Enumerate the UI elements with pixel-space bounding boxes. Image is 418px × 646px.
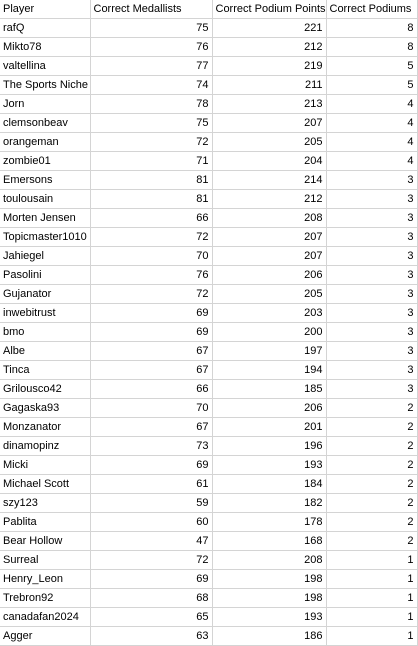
cell-correct-podium-points[interactable]: 168 — [212, 532, 326, 551]
cell-player[interactable]: Gagaska93 — [0, 399, 90, 418]
cell-correct-medallists[interactable]: 60 — [90, 513, 212, 532]
table-row — [0, 57, 417, 76]
cell-correct-medallists[interactable]: 70 — [90, 399, 212, 418]
table-row — [0, 418, 417, 437]
cell-correct-podiums[interactable]: 3 — [326, 285, 417, 304]
cell-correct-medallists[interactable]: 72 — [90, 551, 212, 570]
cell-correct-podiums[interactable]: 2 — [326, 456, 417, 475]
cell-correct-podium-points[interactable]: 212 — [212, 38, 326, 57]
cell-player[interactable]: Grilousco42 — [0, 380, 90, 399]
cell-player[interactable]: orangeman — [0, 133, 90, 152]
cell-player[interactable]: clemsonbeav — [0, 114, 90, 133]
cell-correct-podiums[interactable]: 3 — [326, 171, 417, 190]
cell-correct-podium-points[interactable]: 198 — [212, 570, 326, 589]
cell-correct-podiums[interactable]: 1 — [326, 627, 417, 646]
cell-correct-podium-points[interactable]: 211 — [212, 76, 326, 95]
cell-correct-podium-points[interactable]: 203 — [212, 304, 326, 323]
table-row — [0, 475, 417, 494]
table-row — [0, 532, 417, 551]
cell-correct-medallists[interactable]: 70 — [90, 247, 212, 266]
cell-correct-podiums[interactable]: 3 — [326, 323, 417, 342]
cell-correct-medallists[interactable]: 72 — [90, 228, 212, 247]
cell-player[interactable]: Albe — [0, 342, 90, 361]
cell-correct-medallists[interactable]: 61 — [90, 475, 212, 494]
cell-correct-medallists[interactable]: 71 — [90, 152, 212, 171]
cell-correct-podium-points[interactable]: 198 — [212, 589, 326, 608]
cell-correct-podium-points[interactable]: 207 — [212, 228, 326, 247]
cell-correct-medallists[interactable]: 74 — [90, 76, 212, 95]
cell-correct-podium-points[interactable]: 213 — [212, 95, 326, 114]
table-row — [0, 95, 417, 114]
cell-correct-podium-points[interactable]: 182 — [212, 494, 326, 513]
cell-correct-medallists[interactable]: 81 — [90, 171, 212, 190]
header-row — [0, 0, 417, 19]
cell-correct-medallists[interactable]: 69 — [90, 304, 212, 323]
cell-correct-podiums[interactable]: 3 — [326, 247, 417, 266]
cell-correct-medallists[interactable]: 69 — [90, 456, 212, 475]
cell-correct-podiums[interactable]: 1 — [326, 608, 417, 627]
cell-correct-medallists[interactable]: 65 — [90, 608, 212, 627]
cell-correct-medallists[interactable]: 78 — [90, 95, 212, 114]
table-row — [0, 551, 417, 570]
table-row — [0, 627, 417, 646]
cell-player[interactable]: Gujanator — [0, 285, 90, 304]
cell-correct-podium-points[interactable]: 205 — [212, 133, 326, 152]
cell-player[interactable]: Henry_Leon — [0, 570, 90, 589]
table-row — [0, 190, 417, 209]
table-row — [0, 608, 417, 627]
cell-player[interactable]: Agger — [0, 627, 90, 646]
cell-correct-medallists[interactable]: 67 — [90, 361, 212, 380]
cell-player[interactable]: zombie01 — [0, 152, 90, 171]
cell-correct-medallists[interactable]: 66 — [90, 209, 212, 228]
cell-player[interactable]: valtellina — [0, 57, 90, 76]
cell-correct-podiums[interactable]: 2 — [326, 494, 417, 513]
cell-correct-podiums[interactable]: 4 — [326, 152, 417, 171]
header-correct-medallists[interactable]: Correct Medallists — [90, 0, 212, 19]
cell-correct-podium-points[interactable]: 207 — [212, 247, 326, 266]
cell-player[interactable]: Surreal — [0, 551, 90, 570]
cell-correct-podium-points[interactable]: 206 — [212, 266, 326, 285]
cell-correct-podium-points[interactable]: 197 — [212, 342, 326, 361]
cell-correct-medallists[interactable]: 81 — [90, 190, 212, 209]
cell-player[interactable]: Bear Hollow — [0, 532, 90, 551]
cell-player[interactable]: Emersons — [0, 171, 90, 190]
table-row — [0, 171, 417, 190]
cell-correct-podiums[interactable]: 3 — [326, 190, 417, 209]
cell-player[interactable]: The Sports Niche — [0, 76, 90, 95]
cell-player[interactable]: Pasolini — [0, 266, 90, 285]
table-row — [0, 380, 417, 399]
cell-correct-medallists[interactable]: 67 — [90, 342, 212, 361]
cell-player[interactable]: Mikto78 — [0, 38, 90, 57]
cell-correct-podium-points[interactable]: 185 — [212, 380, 326, 399]
cell-correct-podium-points[interactable]: 221 — [212, 19, 326, 38]
table-row — [0, 133, 417, 152]
cell-correct-podiums[interactable]: 3 — [326, 304, 417, 323]
cell-correct-podium-points[interactable]: 212 — [212, 190, 326, 209]
cell-correct-podiums[interactable]: 3 — [326, 380, 417, 399]
cell-correct-medallists[interactable]: 76 — [90, 266, 212, 285]
cell-correct-podiums[interactable]: 5 — [326, 76, 417, 95]
cell-player[interactable]: toulousain — [0, 190, 90, 209]
cell-correct-podiums[interactable]: 3 — [326, 342, 417, 361]
cell-correct-podiums[interactable]: 2 — [326, 437, 417, 456]
cell-player[interactable]: rafQ — [0, 19, 90, 38]
cell-correct-podiums[interactable]: 1 — [326, 570, 417, 589]
cell-player[interactable]: bmo — [0, 323, 90, 342]
cell-correct-podium-points[interactable]: 196 — [212, 437, 326, 456]
cell-player[interactable]: Jahiegel — [0, 247, 90, 266]
cell-correct-podium-points[interactable]: 201 — [212, 418, 326, 437]
cell-correct-medallists[interactable]: 66 — [90, 380, 212, 399]
cell-correct-podiums[interactable]: 2 — [326, 475, 417, 494]
cell-player[interactable]: dinamopinz — [0, 437, 90, 456]
cell-correct-podium-points[interactable]: 184 — [212, 475, 326, 494]
cell-correct-medallists[interactable]: 63 — [90, 627, 212, 646]
table-row — [0, 437, 417, 456]
cell-correct-podium-points[interactable]: 206 — [212, 399, 326, 418]
cell-correct-medallists[interactable]: 76 — [90, 38, 212, 57]
cell-correct-medallists[interactable]: 68 — [90, 589, 212, 608]
cell-player[interactable]: canadafan2024 — [0, 608, 90, 627]
header-correct-podium-points[interactable]: Correct Podium Points — [212, 0, 326, 19]
table-row — [0, 494, 417, 513]
table-row — [0, 361, 417, 380]
cell-player[interactable]: Trebron92 — [0, 589, 90, 608]
cell-correct-medallists[interactable]: 77 — [90, 57, 212, 76]
cell-correct-medallists[interactable]: 59 — [90, 494, 212, 513]
cell-correct-medallists[interactable]: 75 — [90, 19, 212, 38]
table-body — [0, 19, 417, 646]
table-row — [0, 304, 417, 323]
cell-correct-podiums[interactable]: 3 — [326, 361, 417, 380]
table-row — [0, 342, 417, 361]
table-row — [0, 38, 417, 57]
cell-correct-medallists[interactable]: 47 — [90, 532, 212, 551]
cell-correct-medallists[interactable]: 72 — [90, 133, 212, 152]
table-row — [0, 589, 417, 608]
table-row — [0, 570, 417, 589]
header-correct-podiums[interactable]: Correct Podiums — [326, 0, 417, 19]
cell-correct-podiums[interactable]: 8 — [326, 38, 417, 57]
cell-correct-podiums[interactable]: 4 — [326, 133, 417, 152]
cell-correct-podium-points[interactable]: 208 — [212, 551, 326, 570]
table-row — [0, 513, 417, 532]
cell-correct-podiums[interactable]: 1 — [326, 589, 417, 608]
cell-correct-podiums[interactable]: 1 — [326, 551, 417, 570]
cell-correct-podium-points[interactable]: 200 — [212, 323, 326, 342]
cell-correct-medallists[interactable]: 69 — [90, 323, 212, 342]
cell-correct-medallists[interactable]: 69 — [90, 570, 212, 589]
cell-player[interactable]: Michael Scott — [0, 475, 90, 494]
cell-correct-podiums[interactable]: 2 — [326, 399, 417, 418]
cell-correct-podium-points[interactable]: 178 — [212, 513, 326, 532]
cell-correct-medallists[interactable]: 72 — [90, 285, 212, 304]
table-row — [0, 285, 417, 304]
cell-correct-podiums[interactable]: 4 — [326, 95, 417, 114]
cell-player[interactable]: inwebitrust — [0, 304, 90, 323]
cell-correct-podiums[interactable]: 5 — [326, 57, 417, 76]
cell-player[interactable]: szy123 — [0, 494, 90, 513]
cell-player[interactable]: Micki — [0, 456, 90, 475]
table-row — [0, 399, 417, 418]
cell-correct-podium-points[interactable]: 186 — [212, 627, 326, 646]
cell-player[interactable]: Monzanator — [0, 418, 90, 437]
cell-correct-podiums[interactable]: 2 — [326, 532, 417, 551]
cell-correct-podium-points[interactable]: 204 — [212, 152, 326, 171]
cell-correct-podiums[interactable]: 3 — [326, 209, 417, 228]
cell-correct-podiums[interactable]: 4 — [326, 114, 417, 133]
table-row — [0, 19, 417, 38]
table-row — [0, 323, 417, 342]
table-row — [0, 152, 417, 171]
table-row — [0, 247, 417, 266]
cell-correct-medallists[interactable]: 73 — [90, 437, 212, 456]
cell-player[interactable]: Pablita — [0, 513, 90, 532]
table-row — [0, 228, 417, 247]
header-player[interactable]: Player — [0, 0, 90, 19]
cell-player[interactable]: Tinca — [0, 361, 90, 380]
cell-correct-podium-points[interactable]: 207 — [212, 114, 326, 133]
cell-player[interactable]: Morten Jensen — [0, 209, 90, 228]
cell-correct-podiums[interactable]: 3 — [326, 228, 417, 247]
cell-correct-podium-points[interactable]: 219 — [212, 57, 326, 76]
table-row — [0, 456, 417, 475]
cell-correct-podium-points[interactable]: 193 — [212, 608, 326, 627]
cell-correct-podiums[interactable]: 3 — [326, 266, 417, 285]
cell-correct-podiums[interactable]: 8 — [326, 19, 417, 38]
table-row — [0, 114, 417, 133]
table-row — [0, 209, 417, 228]
cell-correct-podium-points[interactable]: 205 — [212, 285, 326, 304]
cell-player[interactable]: Topicmaster1010 — [0, 228, 90, 247]
cell-correct-medallists[interactable]: 75 — [90, 114, 212, 133]
cell-correct-podiums[interactable]: 2 — [326, 418, 417, 437]
cell-player[interactable]: Jorn — [0, 95, 90, 114]
cell-correct-podium-points[interactable]: 193 — [212, 456, 326, 475]
cell-correct-medallists[interactable]: 67 — [90, 418, 212, 437]
cell-correct-podium-points[interactable]: 214 — [212, 171, 326, 190]
cell-correct-podium-points[interactable]: 194 — [212, 361, 326, 380]
cell-correct-podium-points[interactable]: 208 — [212, 209, 326, 228]
cell-correct-podiums[interactable]: 2 — [326, 513, 417, 532]
table-row — [0, 76, 417, 95]
table-row — [0, 266, 417, 285]
